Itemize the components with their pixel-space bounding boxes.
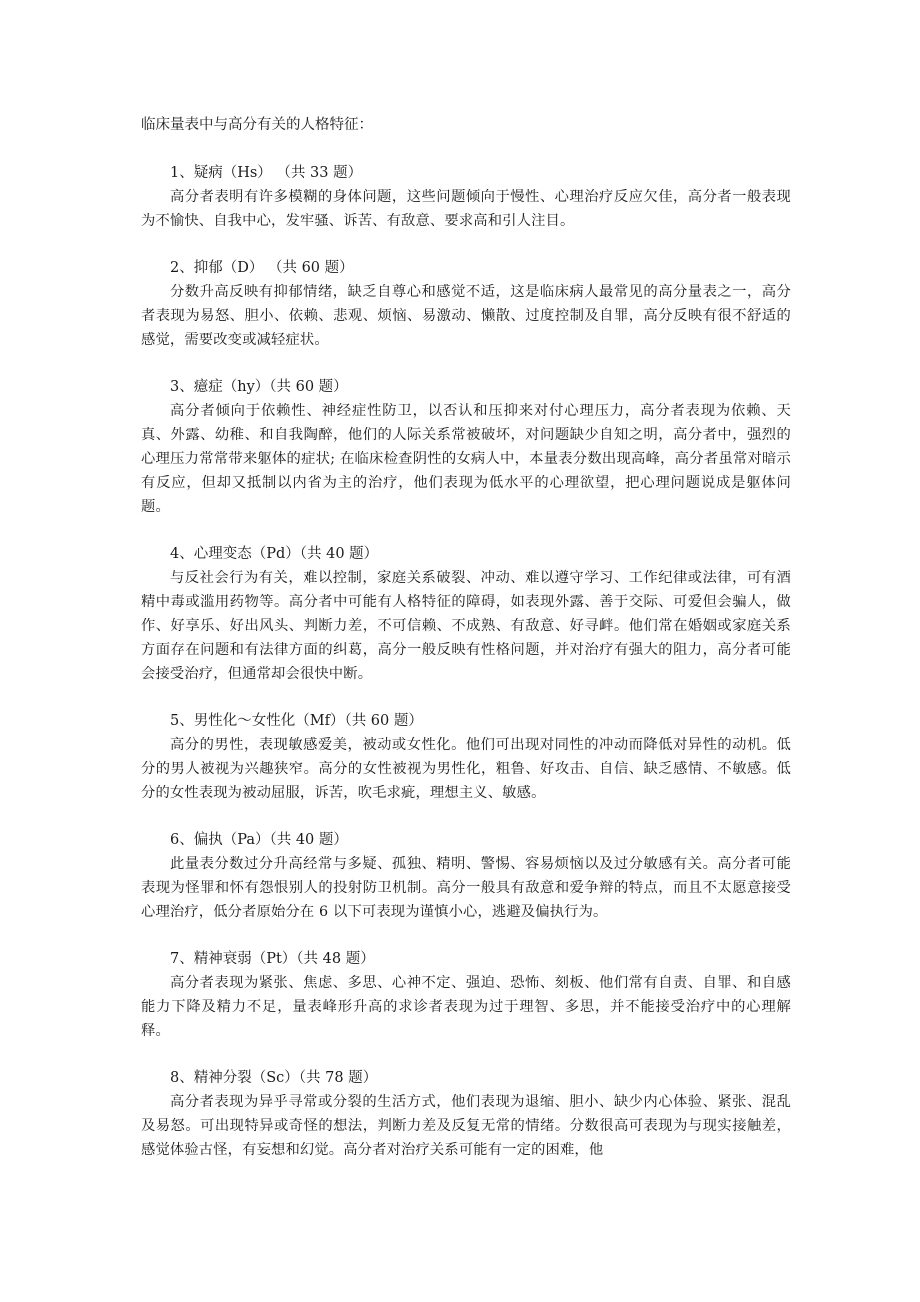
section-heading: 3、癔症（hy）（共 60 题） — [170, 379, 348, 395]
section-body: 高分者表现为异乎寻常或分裂的生活方式，他们表现为退缩、胆小、缺少内心体验、紧张、混乱及易怒。可出现特异或奇怪的想法，判断力差及反复无常的情绪。分数很高可表现为与现实接触差，感觉体验古怪，有妄想和幻觉。高分者对治疗关系可能有一定的困难，他 — [141, 1094, 791, 1158]
section-masculinity-femininity — [141, 709, 791, 805]
section-heading: 5、男性化～女性化（Mf）（共 60 题） — [170, 713, 423, 729]
section-body: 高分者表明有许多模糊的身体问题，这些问题倾向于慢性、心理治疗反应欠佳，高分者一般表现为不愉快、自我中心，发牢骚、诉苦、有敌意、要求高和引人注目。 — [141, 189, 791, 229]
section-schizophrenia — [141, 1066, 791, 1162]
section-body: 分数升高反映有抑郁情绪，缺乏自尊心和感觉不适，这是临床病人最常见的高分量表之一，高分者表现为易怒、胆小、依赖、悲观、烦恼、易激动、懒散、过度控制及自罪，高分反映有很不舒适的感觉，需要改变或减轻症状。 — [141, 284, 791, 348]
section-heading: 8、精神分裂（Sc）（共 78 题） — [170, 1070, 378, 1086]
document-page — [141, 113, 791, 1185]
section-heading: 4、心理变态（Pd）（共 40 题） — [170, 546, 379, 562]
section-body: 与反社会行为有关，难以控制，家庭关系破裂、冲动、难以遵守学习、工作纪律或法律，可有酒精中毒或滥用药物等。高分者中可能有人格特征的障碍，如表现外露、善于交际、可爱但会骗人，做作、好享乐、好出风头、判断力差，不可信赖、不成熟、有敌意、好寻衅。他们常在婚姻或家庭关系方面存在问题和有法律方面的纠葛，高分一般反映有性格问题，并对治疗有强大的阻力，高分者可能会接受治疗，但通常却会很快中断。 — [141, 570, 791, 682]
section-paranoia — [141, 828, 791, 924]
section-hypochondriasis — [141, 161, 791, 233]
section-body: 此量表分数过分升高经常与多疑、孤独、精明、警惕、容易烦恼以及过分敏感有关。高分者可能表现为怪罪和怀有怨恨别人的投射防卫机制。高分一般具有敌意和爱争辩的特点，而且不太愿意接受心理治疗，低分者原始分在 6 以下可表现为谨慎小心，逃避及偏执行为。 — [141, 856, 791, 920]
section-heading: 7、精神衰弱（Pt）（共 48 题） — [170, 951, 375, 967]
section-psychasthenia — [141, 947, 791, 1043]
section-heading: 1、疑病（Hs） （共 33 题） — [170, 165, 363, 181]
section-heading: 2、抑郁（D） （共 60 题） — [170, 260, 354, 276]
section-depression — [141, 256, 791, 352]
section-body: 高分的男性，表现敏感爱美，被动或女性化。他们可出现对同性的冲动而降低对异性的动机。低分的男人被视为兴趣狭窄。高分的女性被视为男性化，粗鲁、好攻击、自信、缺乏感情、不敏感。低分的女性表现为被动屈服，诉苦，吹毛求疵，理想主义、敏感。 — [141, 737, 791, 801]
section-hysteria — [141, 375, 791, 519]
section-body: 高分者倾向于依赖性、神经症性防卫，以否认和压抑来对付心理压力，高分者表现为依赖、天真、外露、幼稚、和自我陶醉，他们的人际关系常被破坏，对问题缺少自知之明，高分者中，强烈的心理压力常常带来躯体的症状; 在临床检查阴性的女病人中，本量表分数出现高峰，高分者虽常对暗示有反应，但却又抵制以内省为主的治疗，他们表现为低水平的心理欲望，把心理问题说成是躯体问题。 — [141, 403, 791, 515]
section-body: 高分者表现为紧张、焦虑、多思、心神不定、强迫、恐怖、刻板、他们常有自责、自罪、和自感能力下降及精力不足，量表峰形升高的求诊者表现为过于理智、多思，并不能接受治疗中的心理解释。 — [141, 975, 791, 1039]
document-title: 临床量表中与高分有关的人格特征： — [141, 117, 373, 133]
section-psychopathic-deviate — [141, 542, 791, 686]
section-heading: 6、偏执（Pa）（共 40 题） — [170, 832, 348, 848]
